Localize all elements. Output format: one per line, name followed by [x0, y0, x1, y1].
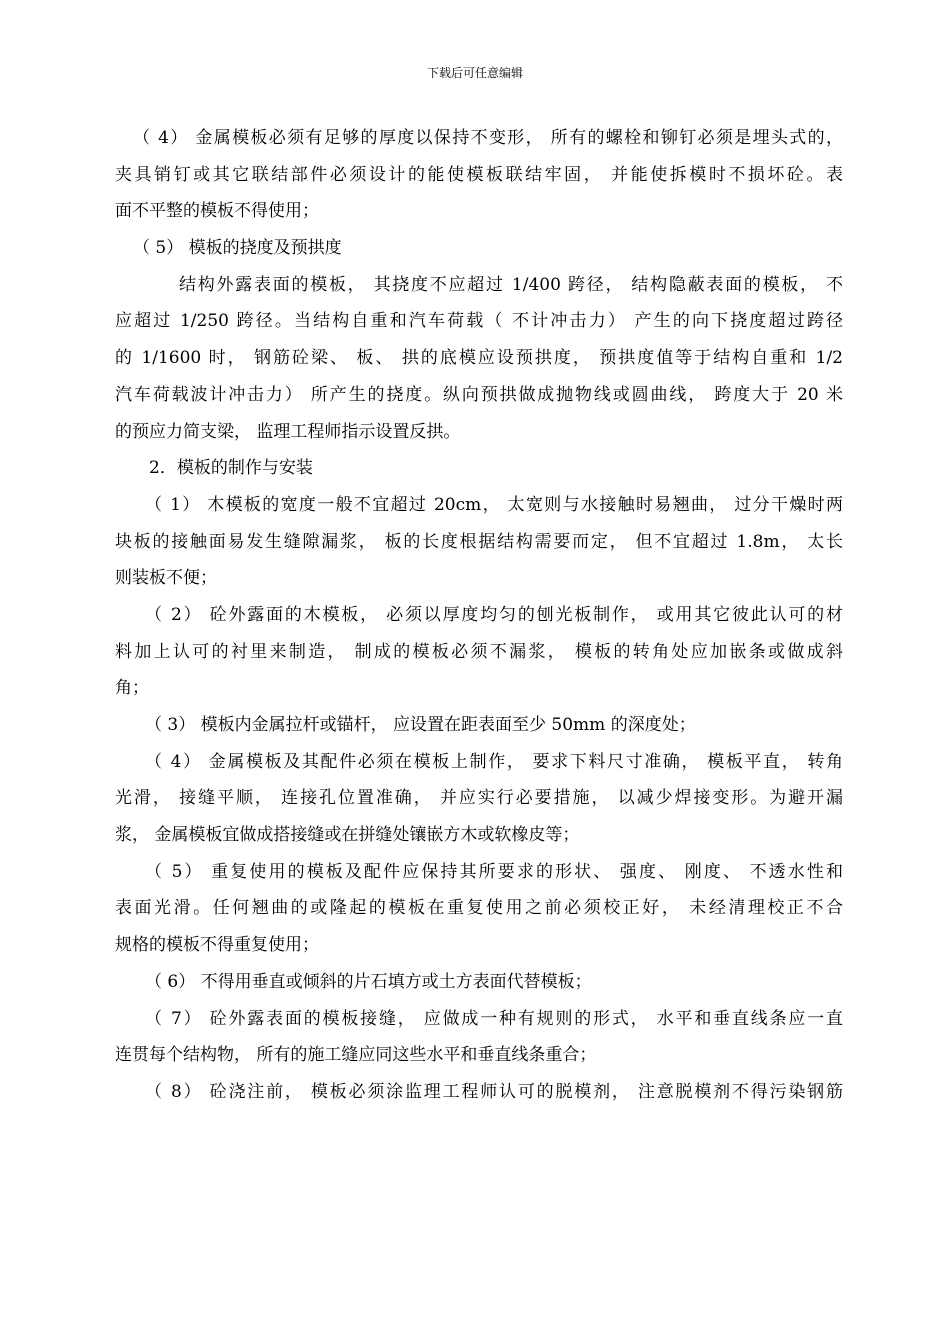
text-line: 则装板不便；: [115, 568, 217, 589]
text-line: 的 1/1600 时， 钢筋砼梁、 板、 拱的底模应设预拱度， 预拱度值等于结构自重和 1/2: [115, 348, 843, 369]
text-line: （ 3） 模板内金属拉杆或锚杆， 应设置在距表面至少 50mm 的深度处；: [145, 715, 696, 735]
text-line: （ 4） 金属模板必须有足够的厚度以保持不变形， 所有的螺栓和铆钉必须是埋头式的，: [133, 128, 843, 148]
text-line: （ 7） 砼外露表面的模板接缝， 应做成一种有规则的形式， 水平和垂直线条应一直: [145, 1008, 843, 1029]
text-line: 规格的模板不得重复使用；: [115, 935, 319, 956]
text-line: 角；: [115, 678, 149, 699]
text-line: 块板的接触面易发生缝隙漏浆， 板的长度根据结构需要而定， 但不宜超过 1.8m， 太长: [115, 531, 843, 552]
text-line: （ 2） 砼外露面的木模板， 必须以厚度均匀的刨光板制作， 或用其它彼此认可的材: [145, 604, 843, 625]
document-body: [115, 120, 843, 1111]
text-line: 面不平整的模板不得使用；: [115, 201, 319, 222]
text-line: 连贯每个结构物， 所有的施工缝应同这些水平和垂直线条重合；: [115, 1045, 597, 1066]
text-line: 结构外露表面的模板， 其挠度不应超过 1/400 跨径， 结构隐蔽表面的模板， 不: [179, 274, 843, 295]
section-heading: （ 5） 模板的挠度及预拱度: [133, 238, 342, 259]
text-line: （ 4） 金属模板及其配件必须在模板上制作， 要求下料尺寸准确， 模板平直， 转角: [145, 751, 843, 772]
text-line: （ 8） 砼浇注前， 模板必须涂监理工程师认可的脱模剂， 注意脱模剂不得污染钢筋: [145, 1081, 843, 1102]
text-line: 的预应力简支梁， 监理工程师指示设置反拱。: [115, 421, 461, 442]
section-heading: 2．模板的制作与安装: [149, 458, 313, 479]
text-line: （ 5） 重复使用的模板及配件应保持其所要求的形状、 强度、 刚度、 不透水性和: [145, 861, 843, 882]
text-line: 夹具销钉或其它联结部件必须设计的能使模板联结牢固， 并能使拆模时不损坏砼。表: [115, 164, 843, 185]
page-header: 下载后可任意编辑: [426, 66, 523, 80]
text-line: 光滑， 接缝平顺， 连接孔位置准确， 并应实行必要措施， 以减少焊接变形。为避开漏: [115, 788, 843, 809]
text-line: 浆， 金属模板宜做成搭接缝或在拼缝处镶嵌方木或软橡皮等；: [115, 825, 580, 846]
text-line: 表面光滑。任何翘曲的或隆起的模板在重复使用之前必须校正好， 未经清理校正不合: [115, 898, 843, 919]
text-line: 应超过 1/250 跨径。当结构自重和汽车荷载（ 不计冲击力） 产生的向下挠度超过跨径: [115, 311, 843, 332]
text-line: （ 6） 不得用垂直或倾斜的片石填方或土方表面代替模板；: [145, 971, 592, 992]
text-line: 料加上认可的衬里来制造， 制成的模板必须不漏浆， 模板的转角处应加嵌条或做成斜: [115, 641, 843, 662]
text-line: （ 1） 木模板的宽度一般不宜超过 20cm， 太宽则与水接触时易翘曲， 过分干燥时两: [145, 494, 843, 515]
text-line: 汽车荷载波计冲击力） 所产生的挠度。纵向预拱做成抛物线或圆曲线， 跨度大于 20 米: [115, 384, 843, 405]
